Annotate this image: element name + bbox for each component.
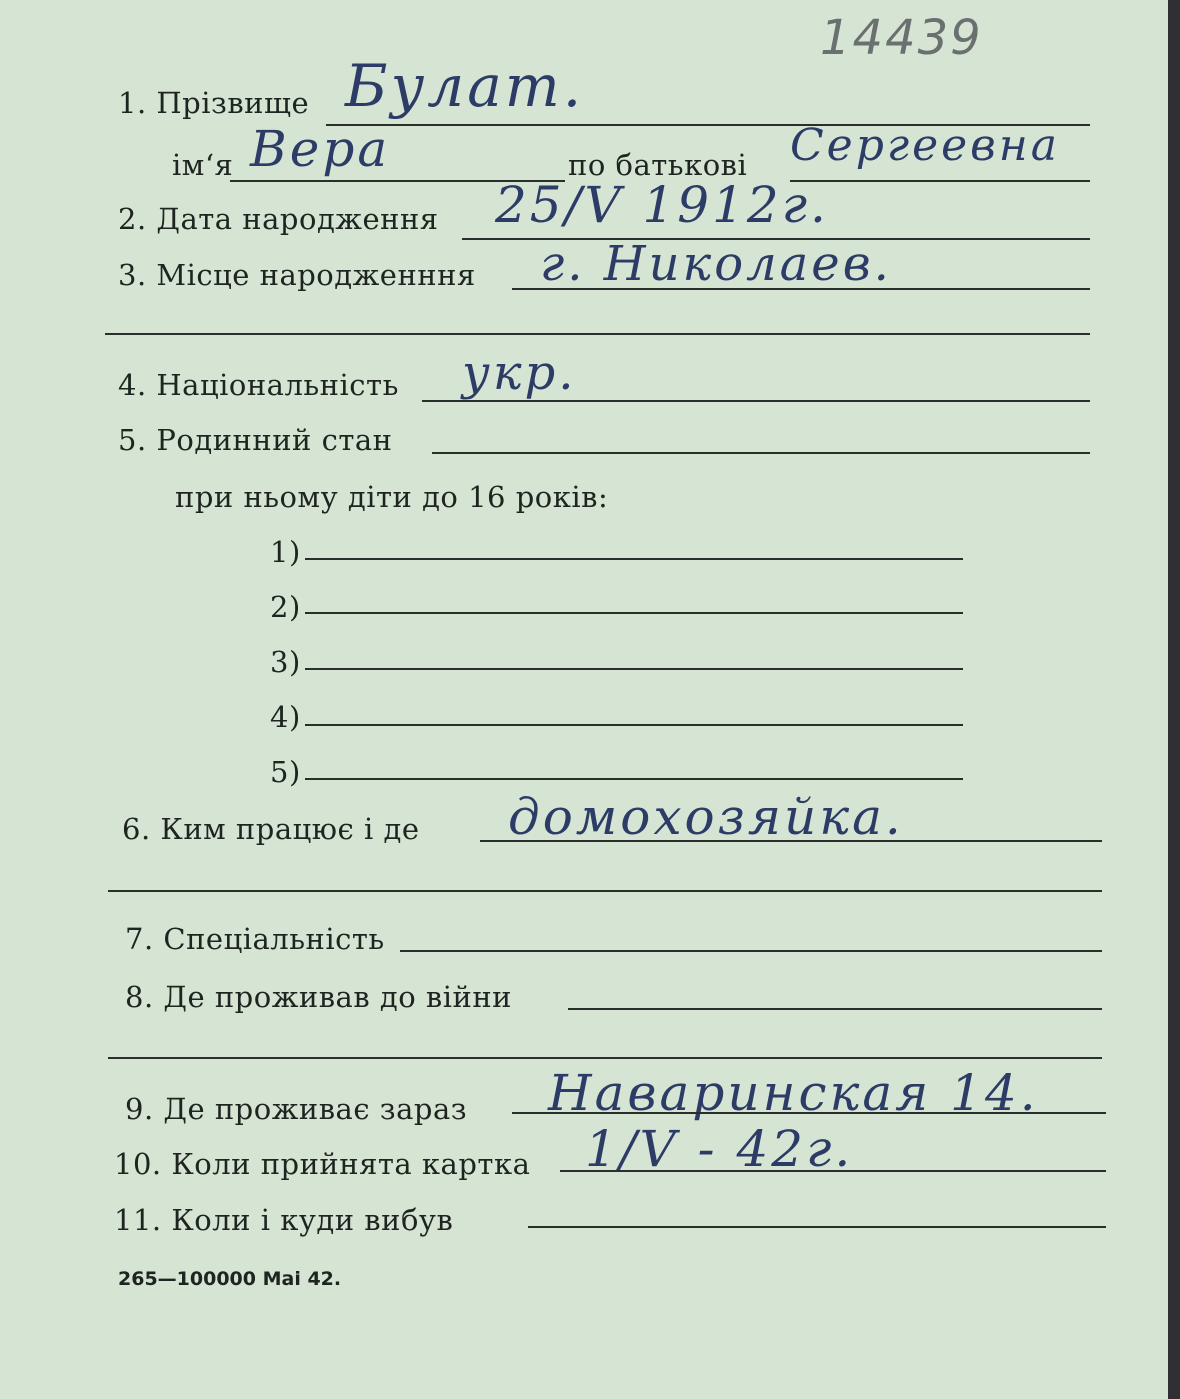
departure-label: 11. Коли і куди вибув: [114, 1203, 454, 1237]
departure-line: [528, 1226, 1106, 1228]
marital-status-line: [432, 452, 1090, 454]
prewar-residence-line: [568, 1008, 1102, 1010]
occupation-line-2: [108, 890, 1102, 892]
birth-date-value[interactable]: 25/V 1912г.: [495, 176, 829, 234]
surname-value[interactable]: Булат.: [345, 52, 585, 120]
occupation-value[interactable]: домохозяйка.: [508, 788, 904, 846]
current-residence-line: [512, 1112, 1106, 1114]
first-name-label: ім‘я: [172, 148, 234, 182]
current-residence-label: 9. Де проживає зараз: [125, 1092, 468, 1126]
nationality-line: [422, 400, 1090, 402]
prewar-residence-label: 8. Де проживав до війни: [125, 980, 512, 1014]
patronymic-value[interactable]: Сергеевна: [790, 120, 1061, 171]
occupation-label: 6. Ким працює і де: [122, 812, 420, 846]
occupation-line: [480, 840, 1102, 842]
child-3-label: 3): [270, 645, 301, 679]
patronymic-label: по батькові: [568, 148, 748, 182]
prewar-residence-line-2: [108, 1057, 1102, 1059]
card-accepted-line: [560, 1170, 1106, 1172]
birth-place-line: [512, 288, 1090, 290]
current-residence-value[interactable]: Наваринская 14.: [548, 1064, 1039, 1122]
birth-date-label: 2. Дата народження: [118, 202, 439, 236]
marital-status-label: 5. Родинний стан: [118, 423, 393, 457]
child-5-label: 5): [270, 755, 301, 789]
scan-edge-shadow: [1168, 0, 1180, 1399]
specialty-line: [400, 950, 1102, 952]
archive-number: 14439: [820, 10, 983, 66]
child-4-label: 4): [270, 700, 301, 734]
surname-label: 1. Прізвище: [118, 86, 310, 120]
print-run-code: 265—100000 Mai 42.: [118, 1268, 342, 1290]
specialty-label: 7. Спеціальність: [125, 922, 385, 956]
child-5-line: [305, 778, 963, 780]
birth-place-label: 3. Місце народженння: [118, 258, 476, 292]
patronymic-line: [790, 180, 1090, 182]
card-accepted-label: 10. Коли прийнята картка: [114, 1147, 531, 1181]
nationality-value[interactable]: укр.: [462, 345, 577, 401]
children-label: при ньому діти до 16 років:: [175, 480, 609, 514]
nationality-label: 4. Національність: [118, 368, 399, 402]
birth-place-line-2: [105, 333, 1090, 335]
first-name-value[interactable]: Вера: [250, 120, 391, 178]
child-4-line: [305, 724, 963, 726]
child-1-line: [305, 558, 963, 560]
child-2-line: [305, 612, 963, 614]
child-1-label: 1): [270, 535, 301, 569]
child-2-label: 2): [270, 590, 301, 624]
card-accepted-value[interactable]: 1/V - 42г.: [585, 1120, 854, 1178]
child-3-line: [305, 668, 963, 670]
birth-place-value[interactable]: г. Николаев.: [540, 236, 892, 292]
